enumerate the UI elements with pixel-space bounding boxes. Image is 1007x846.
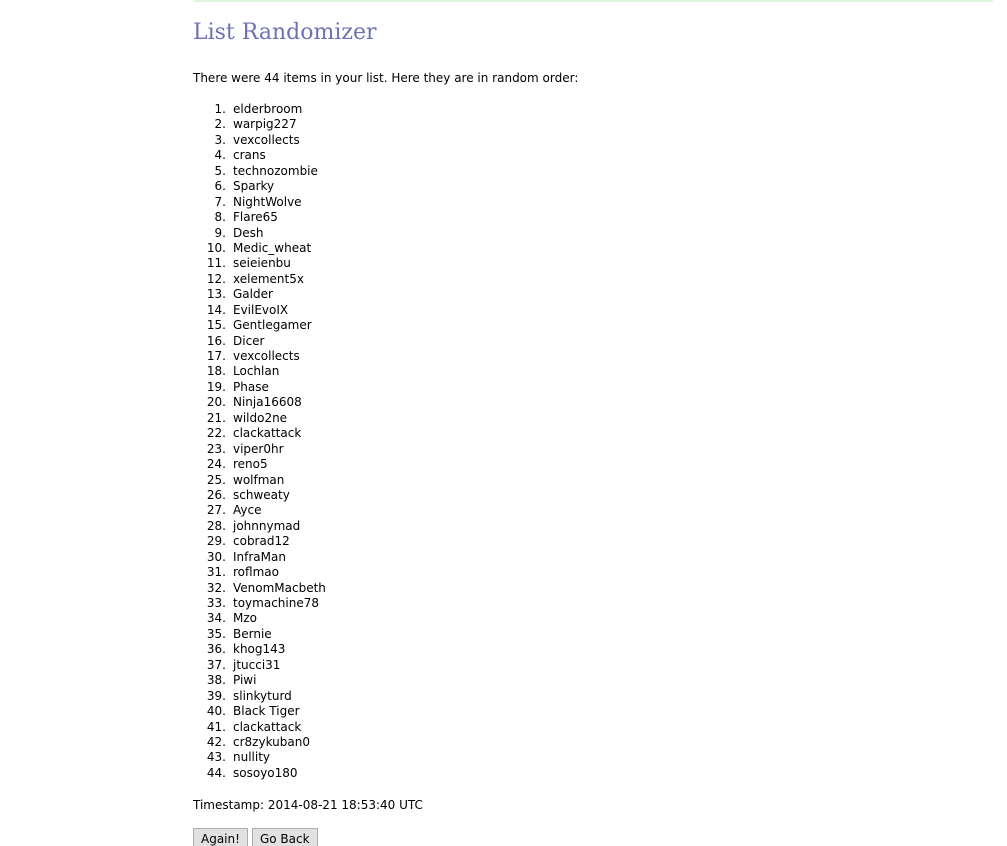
list-item-name: elderbroom (233, 102, 303, 116)
list-item-name: Dicer (233, 333, 265, 348)
list-item-name: slinkyturd (233, 688, 292, 703)
list-item-number: 41. (206, 719, 226, 734)
list-item (193, 658, 326, 673)
list-item-name: Gentlegamer (233, 318, 312, 333)
list-item-number: 32. (206, 580, 226, 595)
list-item-number: 43. (206, 750, 226, 765)
list-item-name: viper0hr (233, 441, 284, 456)
list-item (193, 689, 326, 704)
list-item-number: 14. (206, 302, 226, 317)
list-item-number: 26. (206, 487, 226, 502)
list-item-name: wildo2ne (233, 410, 288, 425)
list-item-name: schweaty (233, 487, 290, 502)
list-item-number: 22. (206, 426, 226, 441)
list-item (193, 627, 326, 642)
list-item-number: 6. (214, 179, 226, 194)
list-item-number: 24. (206, 457, 226, 472)
list-item (193, 272, 326, 287)
list-item-name: InfraMan (233, 549, 286, 564)
list-item-number: 29. (206, 534, 226, 549)
button-row (193, 828, 318, 846)
list-item (193, 565, 326, 580)
list-item-name: Galder (233, 287, 273, 302)
randomized-list (193, 102, 326, 781)
list-item-name: Lochlan (233, 364, 280, 379)
list-item-number: 1. (214, 102, 226, 116)
list-item (193, 426, 326, 441)
list-item-name: nullity (233, 750, 271, 765)
list-item (193, 303, 326, 318)
list-item-name: Black Tiger (233, 704, 300, 719)
list-item (193, 457, 326, 472)
list-item-name: vexcollects (233, 132, 300, 147)
list-item (193, 642, 326, 657)
list-item-number: 11. (206, 256, 226, 271)
list-item (193, 673, 326, 688)
list-item (193, 164, 326, 179)
list-item (193, 611, 326, 626)
list-item (193, 766, 326, 781)
list-item (193, 179, 326, 194)
list-item (193, 596, 326, 611)
list-item-name: reno5 (233, 457, 268, 472)
list-item-number: 37. (206, 657, 226, 672)
list-item-number: 7. (214, 194, 226, 209)
list-item-number: 4. (214, 148, 226, 163)
list-item-number: 5. (214, 163, 226, 178)
list-item-number: 33. (206, 596, 226, 610)
list-item-number: 9. (214, 225, 226, 240)
list-item-name: Sparky (233, 179, 275, 194)
list-item-name: toymachine78 (233, 596, 319, 610)
list-item-number: 34. (206, 611, 226, 626)
list-item (193, 503, 326, 518)
list-item (193, 287, 326, 302)
list-item-name: xelement5x (233, 271, 304, 286)
list-item (193, 735, 326, 750)
list-item (193, 256, 326, 271)
list-item (193, 318, 326, 333)
list-item-number: 23. (206, 441, 226, 456)
list-item-name: johnnymad (233, 518, 301, 533)
list-item-name: clackattack (233, 719, 302, 734)
list-item-name: Ninja16608 (233, 395, 302, 410)
again-button[interactable]: Again! (193, 828, 248, 846)
list-item (193, 226, 326, 241)
list-item-number: 13. (206, 287, 226, 302)
intro-text: There were 44 items in your list. Here they are in random order: (193, 71, 579, 85)
list-item (193, 534, 326, 549)
list-item-number: 16. (206, 333, 226, 348)
list-item (193, 148, 326, 163)
list-item (193, 704, 326, 719)
list-item-name: seieienbu (233, 256, 291, 271)
list-item-name: cobrad12 (233, 534, 290, 549)
list-item-name: vexcollects (233, 349, 300, 363)
list-item-number: 10. (206, 240, 226, 255)
list-item-name: EvilEvoIX (233, 302, 289, 317)
list-item-number: 27. (206, 503, 226, 518)
list-item (193, 133, 326, 148)
list-item-number: 35. (206, 626, 226, 641)
list-item-name: Phase (233, 379, 269, 394)
top-divider (193, 0, 993, 2)
list-item-name: crans (233, 148, 266, 163)
list-item-number: 18. (206, 364, 226, 379)
list-item-name: Bernie (233, 626, 272, 641)
list-item (193, 364, 326, 379)
list-item-name: Medic_wheat (233, 240, 312, 255)
list-item-number: 40. (206, 704, 226, 719)
list-item-number: 36. (206, 642, 226, 657)
list-item-number: 28. (206, 518, 226, 533)
list-item (193, 581, 326, 596)
timestamp-text: Timestamp: 2014-08-21 18:53:40 UTC (193, 798, 423, 812)
list-item (193, 488, 326, 503)
list-item-name: clackattack (233, 426, 302, 441)
list-item-name: jtucci31 (233, 657, 281, 672)
list-item-number: 25. (206, 472, 226, 487)
list-item-name: Ayce (233, 503, 262, 518)
list-item-name: khog143 (233, 642, 286, 657)
list-item-name: Desh (233, 225, 264, 240)
list-item-number: 2. (214, 117, 226, 132)
list-item-number: 42. (206, 734, 226, 749)
list-item (193, 102, 326, 117)
list-item (193, 241, 326, 256)
list-item-number: 3. (214, 132, 226, 147)
list-item (193, 411, 326, 426)
list-item (193, 349, 326, 364)
list-item (193, 720, 326, 735)
list-item-number: 12. (206, 271, 226, 286)
list-item-name: NightWolve (233, 194, 302, 209)
list-item-name: cr8zykuban0 (233, 734, 310, 749)
list-item-number: 19. (206, 379, 226, 394)
list-item (193, 395, 326, 410)
list-item-number: 44. (206, 765, 226, 780)
list-item-name: Mzo (233, 611, 257, 626)
list-item-number: 39. (206, 688, 226, 703)
list-item (193, 750, 326, 765)
list-item-number: 15. (206, 318, 226, 333)
list-item (193, 442, 326, 457)
list-item-name: VenomMacbeth (233, 580, 326, 595)
list-item (193, 210, 326, 225)
list-item-name: warpig227 (233, 117, 297, 132)
list-item-number: 30. (206, 549, 226, 564)
list-item (193, 473, 326, 488)
go-back-button[interactable]: Go Back (252, 828, 318, 846)
list-item-name: sosoyo180 (233, 765, 298, 780)
page-title: List Randomizer (193, 20, 377, 45)
list-item (193, 195, 326, 210)
list-item-name: Piwi (233, 673, 257, 688)
list-item (193, 334, 326, 349)
list-item-number: 21. (206, 410, 226, 425)
list-item-name: technozombie (233, 163, 318, 178)
list-item-number: 20. (206, 395, 226, 410)
list-item-name: wolfman (233, 472, 285, 487)
list-item (193, 117, 326, 132)
list-item-number: 31. (206, 565, 226, 580)
list-item-number: 8. (214, 210, 226, 225)
list-item (193, 380, 326, 395)
list-item-number: 38. (206, 673, 226, 688)
list-item-name: Flare65 (233, 210, 278, 225)
list-item-number: 17. (206, 349, 226, 363)
list-item (193, 519, 326, 534)
list-item (193, 550, 326, 565)
list-item-name: roflmao (233, 565, 279, 580)
